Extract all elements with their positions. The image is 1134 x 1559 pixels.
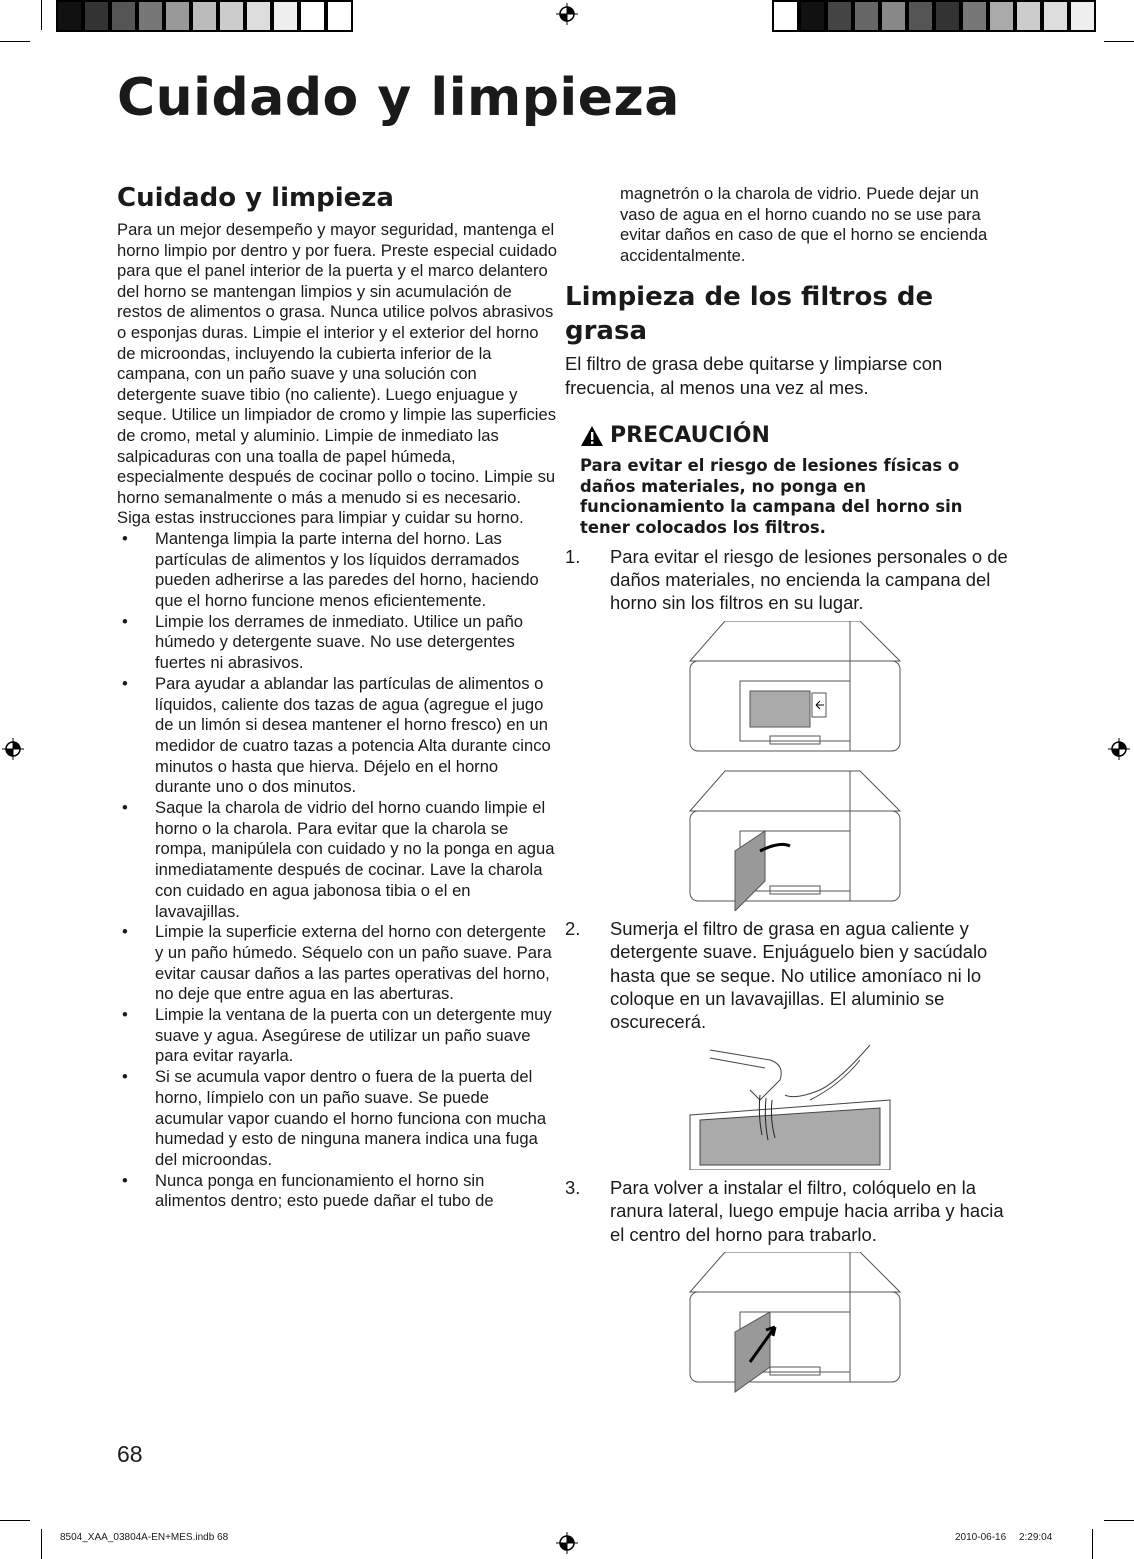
list-item: • Saque la charola de vidrio del horno cuando limpie el horno o la charola. Para evitar que la charola se rompa, manipúlela con cuidado y no la ponga en agua inmediatamente después de cocinar. Lave la charola con cuidado en agua jabonosa tibia o el en lavavajillas. <box>122 798 555 921</box>
gray-registration-bar <box>56 0 353 36</box>
list-item: 1. Para evitar el riesgo de lesiones personales o de daños materiales, no encienda la campana del horno sin los filtros en su lugar. <box>565 545 1008 614</box>
footer-filename: 8504_XAA_03804A-EN+MES.indb 68 <box>60 1532 229 1543</box>
registration-mark-icon <box>556 1532 578 1554</box>
list-item: • Para ayudar a ablandar las partículas de alimentos o líquidos, caliente dos tazas de agua (agregue el jugo de un limón si desea mantener el horno fresco) en un medidor de cuatro tazas a potencia Alta durante cinco minutos o hasta que hierva. Déjelo en el horno durante uno o dos minutos. <box>122 673 551 797</box>
color-registration-bar <box>772 0 1096 36</box>
footer-timestamp: 2010-06-16 2:29:04 <box>955 1532 1053 1543</box>
list-item: • Limpie los derrames de inmediato. Utilice un paño húmedo y detergente suave. No use detergentes fuertes ni abrasivos. <box>122 611 524 673</box>
bullet-icon: • <box>122 922 128 942</box>
left-column <box>117 180 557 1212</box>
list-item: • Limpie la ventana de la puerta con un detergente muy suave y agua. Asegúrese de utilizar un paño suave para evitar rayarla. <box>122 1005 552 1066</box>
filter-washing-illustration <box>680 1040 900 1170</box>
list-item: • Nunca ponga en funcionamiento el horno sin alimentos dentro; esto puede dañar el tubo de <box>122 1170 494 1211</box>
bullet-icon: • <box>122 798 128 818</box>
crop-mark <box>41 0 42 30</box>
crop-mark <box>0 1520 30 1521</box>
crop-mark <box>1104 1520 1134 1521</box>
list-item: 3. Para volver a instalar el filtro, colóquelo en la ranura lateral, luego empuje hacia arriba y hacia el centro del horno para trabarlo. <box>565 1176 1004 1245</box>
bullet-icon: • <box>122 528 128 548</box>
warning-text: Para evitar el riesgo de lesiones físicas o daños materiales, no ponga en funcionamiento la campana del horno sin tener colocados los filtros. <box>580 456 963 537</box>
warning-icon <box>580 425 604 447</box>
bullet-icon: • <box>122 673 128 693</box>
care-bullet-list <box>117 529 557 1212</box>
lead-paragraph: Siga estas instrucciones para limpiar y cuidar su horno. <box>117 508 524 528</box>
crop-mark <box>41 1529 42 1559</box>
intro-paragraph: Para un mejor desempeño y mayor seguridad, mantenga el horno limpio por dentro y por fuera. Preste especial cuidado para que el panel interior de la puerta y el marco delantero del horno se mantengan limpios y sin acumulación de restos de alimentos o grasa. Nunca utilice polvos abrasivos o esponjas duras. Limpie el interior y el exterior del horno de microondas, incluyendo la cubierta inferior de la campana, con un paño suave y una solución con detergente suave tibio (no caliente). Luego enjuague y seque. Utilice un limpiador de cromo y limpie las superficies de cromo, metal y aluminio. Limpie de inmediato las salpicaduras con una toalla de papel húmeda, especialmente después de cocinar pollo o tocino. Limpie su horno semanalmente o más a menudo si es necesario. <box>117 220 557 507</box>
steps-list <box>565 917 1015 1034</box>
page-title: Cuidado y limpieza <box>117 68 680 128</box>
bullet-icon: • <box>122 1005 128 1025</box>
list-item: • Si se acumula vapor dentro o fuera de la puerta del horno, límpielo con un paño suave. Se puede acumular vapor cuando el horno funciona con mucha humedad y esto de ninguna manera indica una fuga del microondas. <box>122 1067 547 1169</box>
continuation-paragraph: magnetrón o la charola de vidrio. Puede dejar un vaso de agua en el horno cuando no se use para evitar daños en caso de que el horno se encienda accidentalmente. <box>620 184 988 265</box>
steps-list <box>565 1176 1015 1246</box>
bullet-icon: • <box>122 1170 128 1190</box>
bullet-icon: • <box>122 611 128 631</box>
registration-mark-icon <box>1108 738 1130 760</box>
crop-mark <box>1104 41 1134 42</box>
registration-mark-icon <box>2 738 24 760</box>
list-item: 2. Sumerja el filtro de grasa en agua caliente y detergente suave. Enjuáguelo bien y sacúdalo hasta que se seque. No utilice amoníaco ni lo coloque en un lavavajillas. El aluminio se oscurecerá. <box>565 917 988 1033</box>
list-item: • Limpie la superficie externa del horno con detergente y un paño húmedo. Séquelo con un paño suave. Para evitar causar daños a las partes operativas del horno, no deje que entre agua en las aberturas. <box>122 922 552 1004</box>
list-item: • Mantenga limpia la parte interna del horno. Las partículas de alimentos y los líquidos derramados pueden adherirse a las paredes del horno, haciendo que el horno funcione menos eficientemente. <box>122 528 539 611</box>
section-heading: Limpieza de los filtros de grasa <box>565 282 934 347</box>
steps-list <box>565 545 1015 615</box>
warning-title: PRECAUCIÓN <box>610 423 770 449</box>
crop-mark <box>0 41 30 42</box>
section-heading: Cuidado y limpieza <box>117 183 394 213</box>
crop-mark <box>1092 1529 1093 1559</box>
registration-mark-icon <box>556 3 578 25</box>
warning-header <box>580 423 1015 448</box>
right-column <box>565 184 1015 1408</box>
filter-install-illustration <box>680 1252 910 1402</box>
page-number: 68 <box>117 1441 143 1467</box>
intro-paragraph: El filtro de grasa debe quitarse y limpiarse con frecuencia, al menos una vez al mes. <box>565 353 943 398</box>
filter-removal-illustration <box>680 621 910 911</box>
bullet-icon: • <box>122 1067 128 1087</box>
